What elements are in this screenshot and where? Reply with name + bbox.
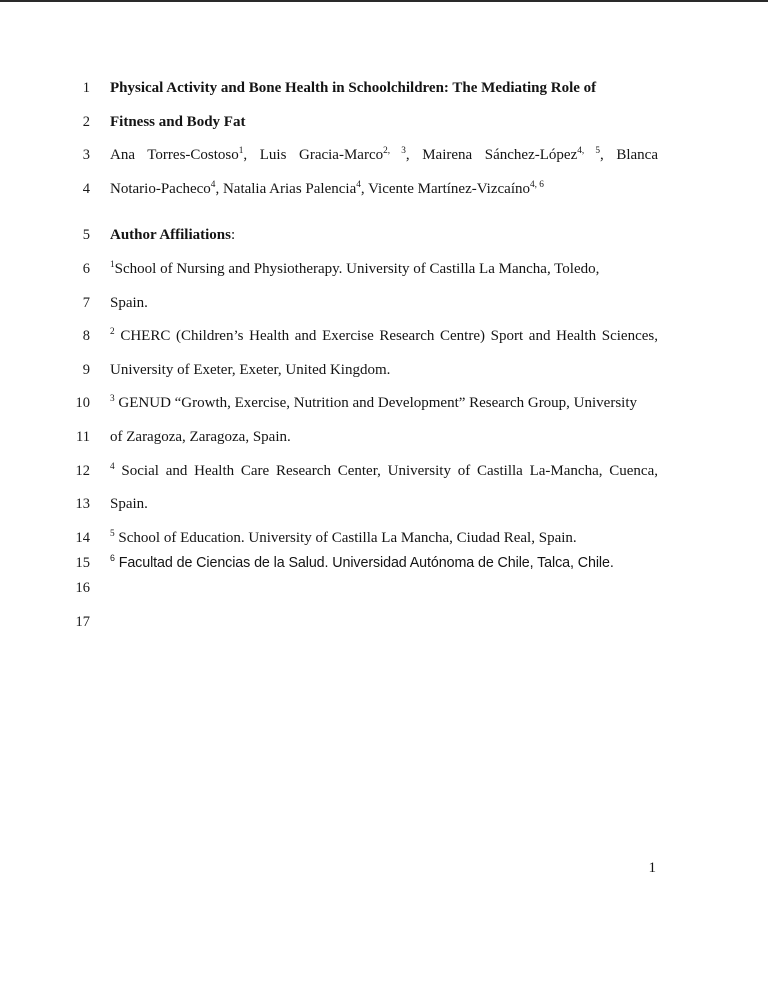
manuscript-line <box>56 72 658 106</box>
line-text: University of Exeter, Exeter, United Kingdom. <box>110 361 391 378</box>
line-text: Physical Activity and Bone Health in Schoolchildren: The Mediating Role of <box>110 80 597 96</box>
line-text: $^5$ School of Education. University of Castilla La Mancha, Ciudad Real, Spain. <box>110 528 577 546</box>
manuscript-line <box>56 606 658 640</box>
line-text: of Zaragoza, Zaragoza, Spain. <box>110 428 291 445</box>
line-number: 14 <box>75 529 90 546</box>
manuscript-line <box>56 455 658 489</box>
line-text <box>110 606 658 640</box>
line-text: Fitness and Body Fat <box>110 113 246 130</box>
page-number: 1 <box>648 860 656 876</box>
line-text: $^4$ Social and Health Care Research Center, University of Castilla La-Mancha, Cuenca, <box>110 461 658 479</box>
line-text: Ana Torres-Costoso$^1$, Luis Gracia-Marco$^{2, 3}$, Mairena Sánchez-López$^{4, 5}$, Blanca <box>110 146 658 164</box>
line-text: $^1$School of Nursing and Physiotherapy. University of Castilla La Mancha, Toledo, <box>110 259 600 277</box>
line-number: 4 <box>82 180 90 197</box>
line-text: $^3$ GENUD “Growth, Exercise, Nutrition and Development” Research Group, University <box>110 394 638 412</box>
line-text: Notario-Pacheco$^4$, Natalia Arias Palencia$^4$, Vicente Martínez-Vizcaíno$^{4, 6}$ <box>110 179 544 197</box>
line-text <box>110 572 658 606</box>
line-number: 15 <box>75 555 90 572</box>
manuscript-line <box>56 139 658 173</box>
line-number: 6 <box>82 260 90 277</box>
manuscript-line <box>56 354 658 388</box>
manuscript-line <box>56 173 658 207</box>
line-number: 16 <box>75 580 90 597</box>
line-text: $^6$ Facultad de Ciencias de la Salud. Universidad Autónoma de Chile, Talca, Chile. <box>110 553 614 572</box>
manuscript-line <box>56 387 658 421</box>
line-number: 5 <box>82 227 90 244</box>
line-number: 12 <box>75 462 90 479</box>
manuscript-line <box>56 522 658 556</box>
line-text: $^2$ CHERC (Children’s Health and Exercise Research Centre) Sport and Health Sciences, <box>110 327 658 345</box>
manuscript-line <box>56 219 658 253</box>
manuscript-line <box>56 555 658 572</box>
manuscript-body <box>56 72 658 640</box>
manuscript-line <box>56 320 658 354</box>
line-number: 10 <box>75 395 90 412</box>
manuscript-line <box>56 572 658 606</box>
manuscript-line <box>56 106 658 140</box>
line-number: 13 <box>75 496 90 513</box>
manuscript-line <box>56 287 658 321</box>
line-text: Spain. <box>110 496 148 513</box>
line-number: 1 <box>82 80 90 96</box>
line-number: 7 <box>82 294 90 311</box>
manuscript-line <box>56 421 658 455</box>
line-text: Author Affiliations: <box>110 227 236 244</box>
line-number: 9 <box>82 361 90 378</box>
line-text: Spain. <box>110 294 148 311</box>
line-number: 8 <box>82 328 90 345</box>
line-number: 17 <box>75 613 90 630</box>
manuscript-line <box>56 488 658 522</box>
top-edge <box>0 0 768 2</box>
manuscript-line <box>56 253 658 287</box>
line-number: 2 <box>82 113 90 130</box>
line-number: 3 <box>82 147 90 164</box>
line-number: 11 <box>76 428 90 445</box>
